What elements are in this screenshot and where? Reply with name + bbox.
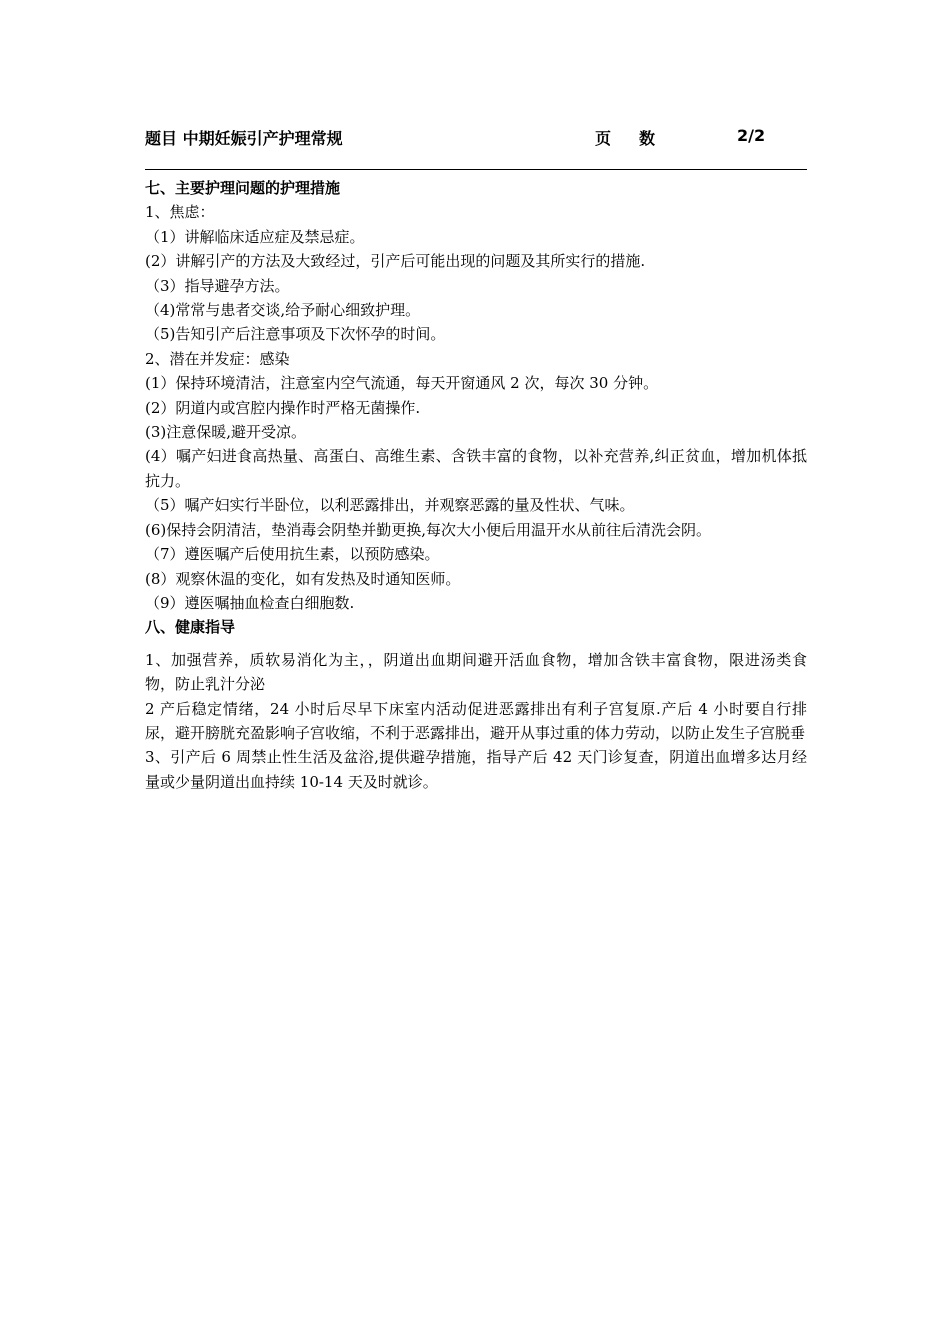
- page-header: [145, 124, 807, 150]
- section-heading-nursing-measures: 七、主要护理问题的护理措施: [145, 179, 341, 197]
- subsection-heading-infection: 2、潜在并发症：感染: [145, 349, 290, 368]
- list-item: （1）讲解临床适应症及禁忌症。: [145, 227, 365, 246]
- page-count-value: 2/2: [737, 126, 766, 145]
- page-count-label: 页数: [595, 129, 684, 148]
- document-title: 题目 中期妊娠引产护理常规: [145, 129, 343, 148]
- document-page: [145, 124, 807, 791]
- paragraph: 3、引产后 6 周禁止性生活及盆浴,提供避孕措施，指导产后 42 天门诊复查，阴道出血增多达月经量或少量阴道出血持续 10-14 天及时就诊。: [145, 748, 807, 791]
- list-item: （4)常常与患者交谈,给予耐心细致护理。: [145, 301, 421, 320]
- section-heading-health-guidance: 八、健康指导: [145, 618, 236, 637]
- list-item: (3)注意保暖,避开受凉。: [145, 423, 307, 442]
- paragraph: 2 产后稳定情绪，24 小时后尽早下床室内活动促进恶露排出有利子宫复原.产后 4 小时要自行排尿，避开膀胱充盈影响子宫收缩，不利于恶露排出，避开从事过重的体力劳动，以防止发生子宫脱垂: [145, 699, 807, 742]
- list-item: （5）嘱产妇实行半卧位，以利恶露排出，并观察恶露的量及性状、气味。: [145, 496, 635, 515]
- list-item: (2）阴道内或宫腔内操作时严格无菌操作.: [145, 398, 421, 417]
- document-body: [145, 176, 807, 794]
- subsection-heading-anxiety: 1、焦虑：: [145, 203, 215, 222]
- list-item: (4）嘱产妇进食高热量、高蛋白、高维生素、含铁丰富的食物，以补充营养,纠正贫血，增加机体抵抗力。: [145, 447, 807, 490]
- list-item: (1）保持环境清洁，注意室内空气流通，每天开窗通风 2 次，每次 30 分钟。: [145, 374, 659, 393]
- list-item: (6)保持会阴清洁，垫消毒会阴垫并勤更换,每次大小便后用温开水从前往后清洗会阴。: [145, 520, 712, 539]
- paragraph: 1、加强营养，质软易消化为主，，阴道出血期间避开活血食物，增加含铁丰富食物，限进汤类食物，防止乳汁分泌: [145, 650, 807, 694]
- header-divider: [145, 169, 807, 170]
- list-item: (8）观察休温的变化，如有发热及时通知医师。: [145, 569, 461, 588]
- list-item: （9）遵医嘱抽血检查白细胞数.: [145, 593, 355, 612]
- list-item: （7）遵医嘱产后使用抗生素，以预防感染。: [145, 545, 440, 564]
- list-item: （5)告知引产后注意事项及下次怀孕的时间。: [145, 325, 446, 344]
- list-item: (2）讲解引产的方法及大致经过，引产后可能出现的问题及其所实行的措施.: [145, 252, 646, 271]
- list-item: （3）指导避孕方法。: [145, 276, 290, 295]
